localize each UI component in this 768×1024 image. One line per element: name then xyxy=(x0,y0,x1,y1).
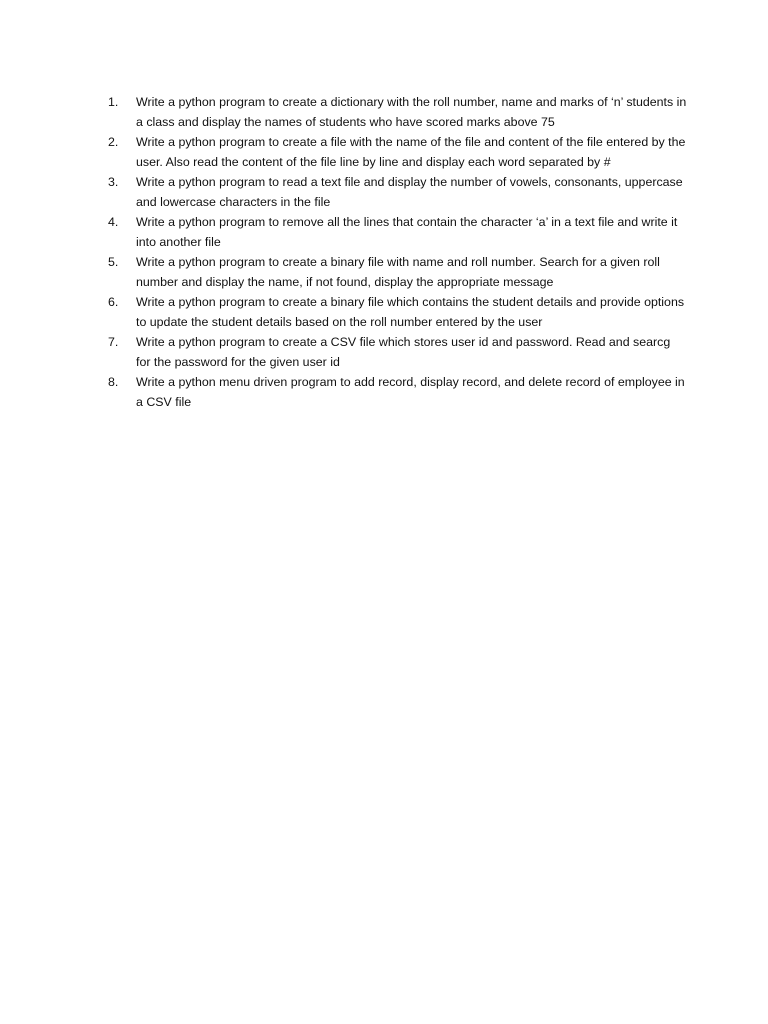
question-number: 5. xyxy=(108,255,119,269)
question-text: Write a python program to read a text file and display the number of vowels, consonants, uppercase and lowercase characters in the file xyxy=(136,175,683,209)
question-item-6 xyxy=(108,292,688,332)
question-text: Write a python program to remove all the lines that contain the character ‘a’ in a text file and write it into another file xyxy=(136,215,678,249)
question-item-4 xyxy=(108,212,688,252)
question-number: 3. xyxy=(108,175,119,189)
question-text: Write a python program to create a CSV file which stores user id and password. Read and searcg for the password for the given user id xyxy=(136,335,671,369)
question-number: 2. xyxy=(108,135,119,149)
question-item-8 xyxy=(108,372,688,412)
question-item-5 xyxy=(108,252,688,292)
question-item-7 xyxy=(108,332,688,372)
question-text: Write a python program to create a binary file with name and roll number. Search for a given roll number and display the name, if not found, display the appropriate message xyxy=(136,255,660,289)
question-text: Write a python menu driven program to add record, display record, and delete record of employee in a CSV file xyxy=(136,375,685,409)
question-list xyxy=(108,92,688,412)
question-number: 7. xyxy=(108,335,119,349)
question-number: 1. xyxy=(108,95,119,109)
question-item-3 xyxy=(108,172,688,212)
question-text: Write a python program to create a file with the name of the file and content of the file entered by the user. Also read the content of the file line by line and display each word separated by # xyxy=(136,135,686,169)
question-item-2 xyxy=(108,132,688,172)
question-number: 6. xyxy=(108,295,119,309)
question-text: Write a python program to create a dictionary with the roll number, name and marks of ‘n’ students in a class and display the names of students who have scored marks above 75 xyxy=(136,95,687,129)
question-number: 4. xyxy=(108,215,119,229)
question-number: 8. xyxy=(108,375,119,389)
question-item-1 xyxy=(108,92,688,132)
question-text: Write a python program to create a binary file which contains the student details and provide options to update the student details based on the roll number entered by the user xyxy=(136,295,685,329)
